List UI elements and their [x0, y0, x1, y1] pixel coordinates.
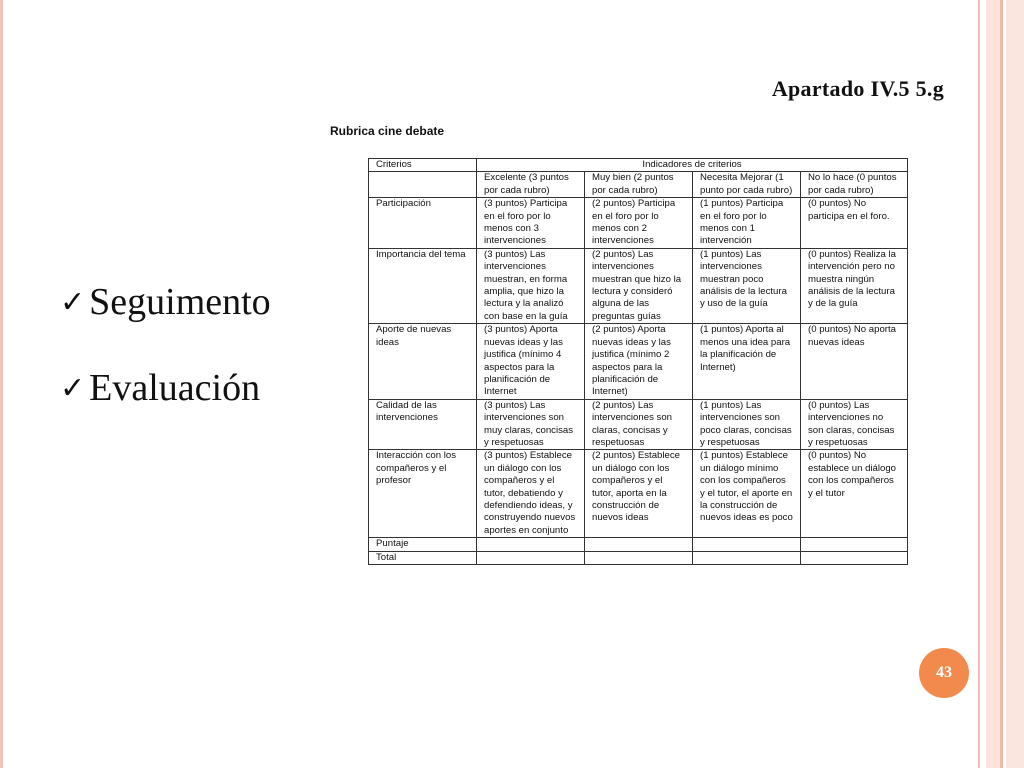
bullet-label: Seguimento — [89, 281, 271, 323]
criterion-cell: Participación — [369, 198, 477, 249]
table-cell — [477, 551, 585, 564]
table-row — [369, 172, 908, 198]
table-cell: (2 puntos) Las intervenciones muestran que hizo la lectura y consideró alguna de las preguntas guías — [585, 248, 693, 323]
table-cell: (0 puntos) No participa en el foro. — [801, 198, 908, 249]
table-cell — [693, 551, 801, 564]
table-cell — [585, 551, 693, 564]
table-cell: (3 puntos) Establece un diálogo con los compañeros y el tutor, debatiendo y defendiendo ideas, y construyendo nuevos aportes en conjunto — [477, 450, 585, 538]
table-cell — [801, 551, 908, 564]
table-cell: (1 puntos) Establece un diálogo mínimo con los compañeros y el tutor, el aporte en la construcción de nuevos ideas es poco — [693, 450, 801, 538]
bullet-list — [60, 278, 271, 450]
table-cell: (2 puntos) Aporta nuevas ideas y las justifica (mínimo 2 aspectos para la planificación de Internet) — [585, 324, 693, 399]
table-cell: (0 puntos) Realiza la intervención pero no muestra ningún análisis de la lectura y de la guía — [801, 248, 908, 323]
level-header: No lo hace (0 puntos por cada rubro) — [801, 172, 908, 198]
page-number-badge: 43 — [919, 648, 969, 698]
table-row — [369, 198, 908, 249]
level-header: Necesita Mejorar (1 punto por cada rubro) — [693, 172, 801, 198]
table-cell: (1 puntos) Participa en el foro por lo menos con 1 intervención — [693, 198, 801, 249]
checkmark-icon: ✓ — [60, 370, 86, 406]
slide-heading: Apartado IV.5 5.g — [771, 76, 944, 101]
header-indicadores: Indicadores de criterios — [477, 159, 908, 172]
table-cell: (0 puntos) Las intervenciones no son claras, concisas y respetuosas — [801, 399, 908, 450]
table-cell — [369, 172, 477, 198]
checkmark-icon: ✓ — [60, 284, 86, 320]
table-row — [369, 248, 908, 323]
right-decorative-stripes — [978, 0, 1024, 768]
criterion-cell: Aporte de nuevas ideas — [369, 324, 477, 399]
bullet-item — [60, 278, 271, 326]
table-cell: (2 puntos) Establece un diálogo con los compañeros y el tutor, aporta en la construcción de nuevos ideas — [585, 450, 693, 538]
table-cell: (2 puntos) Las intervenciones son claras, concisas y respetuosas — [585, 399, 693, 450]
table-row — [369, 538, 908, 551]
table-cell: (1 puntos) Las intervenciones muestran poco análisis de la lectura y uso de la guía — [693, 248, 801, 323]
rubric-table — [368, 158, 908, 565]
table-cell: (2 puntos) Participa en el foro por lo menos con 2 intervenciones — [585, 198, 693, 249]
bullet-item — [60, 364, 271, 412]
table-row — [369, 399, 908, 450]
rubric-figure — [330, 124, 897, 563]
table-cell: (1 puntos) Las intervenciones son poco claras, concisas y respetuosas — [693, 399, 801, 450]
rubric-title: Rubrica cine debate — [330, 124, 445, 138]
left-edge-stripe — [0, 0, 3, 768]
level-header: Muy bien (2 puntos por cada rubro) — [585, 172, 693, 198]
table-cell — [585, 538, 693, 551]
table-cell: (1 puntos) Aporta al menos una idea para la planificación de Internet) — [693, 324, 801, 399]
criterion-cell: Importancia del tema — [369, 248, 477, 323]
criterion-cell: Interacción con los compañeros y el profesor — [369, 450, 477, 538]
table-cell — [801, 538, 908, 551]
total-cell: Total — [369, 551, 477, 564]
table-row — [369, 324, 908, 399]
level-header: Excelente (3 puntos por cada rubro) — [477, 172, 585, 198]
table-cell: (3 puntos) Participa en el foro por lo menos con 3 intervenciones — [477, 198, 585, 249]
bullet-label: Evaluación — [89, 367, 261, 409]
table-row — [369, 450, 908, 538]
table-cell — [477, 538, 585, 551]
table-cell — [693, 538, 801, 551]
table-cell: (0 puntos) No establece un diálogo con los compañeros y el tutor — [801, 450, 908, 538]
table-cell: (3 puntos) Aporta nuevas ideas y las justifica (mínimo 4 aspectos para la planificación de Internet — [477, 324, 585, 399]
table-cell: (0 puntos) No aporta nuevas ideas — [801, 324, 908, 399]
criterion-cell: Calidad de las intervenciones — [369, 399, 477, 450]
table-cell: (3 puntos) Las intervenciones son muy claras, concisas y respetuosas — [477, 399, 585, 450]
puntaje-cell: Puntaje — [369, 538, 477, 551]
table-cell: (3 puntos) Las intervenciones muestran, en forma amplia, que hizo la lectura y la analizó con base en la guía — [477, 248, 585, 323]
header-criterios: Criterios — [369, 159, 477, 172]
table-row — [369, 551, 908, 564]
table-row — [369, 159, 908, 172]
